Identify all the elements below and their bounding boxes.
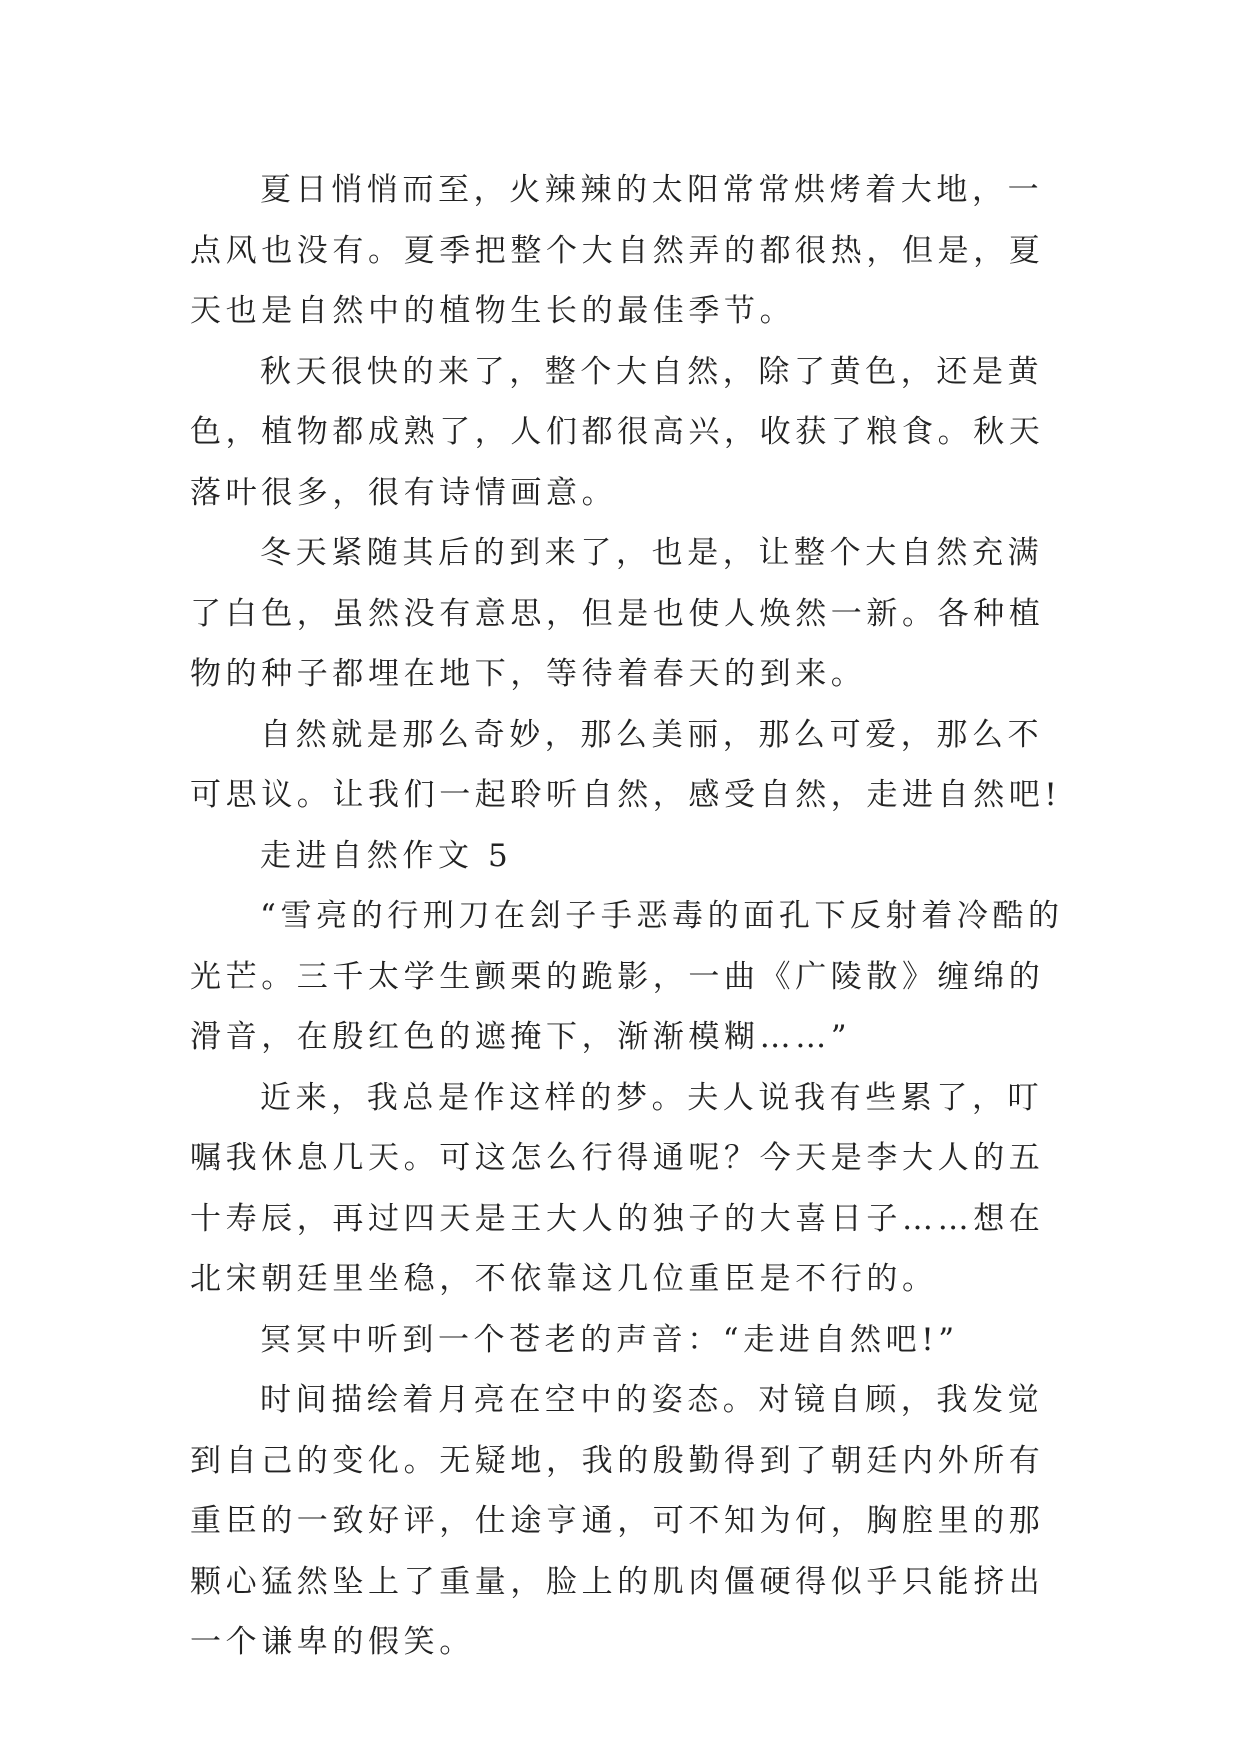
paragraph-old-voice: 冥冥中听到一个苍老的声音：“走进自然吧!” [260,1321,959,1358]
paragraph-recent-dreams: 近来，我总是作这样的梦。夫人说我有些累了，叮嘱我休息几天。可这怎么行得通呢？今天是李大人的五十寿辰，再过四天是王大人的独子的大喜日子……想在北宋朝廷里坐稳，不依靠这几位重臣是不行的。 [190,1079,1045,1297]
paragraph-winter: 冬天紧随其后的到来了，也是，让整个大自然充满了白色，虽然没有意思，但是也使人焕然一新。各种植物的种子都埋在地下，等待着春天的到来。 [190,535,1045,692]
paragraph-summer: 夏日悄悄而至，火辣辣的太阳常常烘烤着大地，一点风也没有。夏季把整个大自然弄的都很热，但是，夏天也是自然中的植物生长的最佳季节。 [190,172,1045,329]
paragraph-autumn: 秋天很快的来了，整个大自然，除了黄色，还是黄色，植物都成熟了，人们都很高兴，收获了粮食。秋天落叶很多，很有诗情画意。 [190,353,1045,511]
essay-heading: 走进自然作文 5 [260,837,513,874]
paragraph-mirror-reflection: 时间描绘着月亮在空中的姿态。对镜自顾，我发觉到自己的变化。无疑地，我的殷勤得到了朝廷内外所有重臣的一致好评，仕途亨通，可不知为何，胸腔里的那颗心猛然坠上了重量，脸上的肌肉僵硬得似乎只能挤出一个谦卑的假笑。 [190,1382,1045,1660]
paragraph-dream-quote: “雪亮的行刑刀在刽子手恶毒的面孔下反射着冷酷的光芒。三千太学生颤栗的跪影，一曲《广陵散》缠绵的滑音，在殷红色的遮掩下，渐渐模糊……” [190,898,1064,1055]
document-body [190,160,1070,1673]
paragraph-nature-conclusion: 自然就是那么奇妙，那么美丽，那么可爱，那么不可思议。让我们一起聆听自然，感受自然，走进自然吧! [190,716,1062,813]
